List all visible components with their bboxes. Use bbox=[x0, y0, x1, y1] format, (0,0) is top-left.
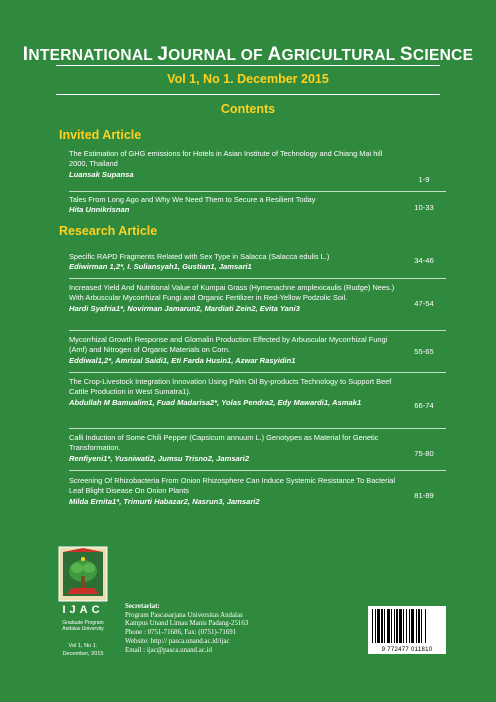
barcode-bar bbox=[425, 609, 426, 643]
barcode-bar bbox=[375, 609, 376, 643]
divider bbox=[69, 372, 446, 373]
divider bbox=[69, 278, 446, 279]
title-rule bbox=[56, 65, 440, 66]
barcode-bar bbox=[403, 609, 404, 643]
barcode-bar bbox=[384, 609, 385, 643]
toc-entry[interactable]: Increased Yield And Nutritional Value of Kumpai Grass (Hymenachne amplexicaulis (Rudge) Nees.) With Arbuscular Mycorrhizal Fungi and Organic Fertilizer in Red-Yellow Podzolic Soil. Hardi Syafria1*, Novirman Jamarun2, Mardiati Zein2, Evita Yani3 bbox=[69, 283, 395, 313]
barcode-bar bbox=[399, 609, 402, 643]
issue-rule bbox=[56, 94, 440, 95]
divider bbox=[69, 191, 446, 192]
toc-entry[interactable]: Mycorrhizal Growth Response and Glomalin Production Effected by Arbuscular Mycorrhizal Fungi (Amf) and Nitrogen of Organic Materials on Corn. Eddiwal1,2*, Amrizal Saidi1, Eti Farda Husin1, Azwar Rasyidin1 bbox=[69, 335, 388, 365]
secretariat-block: Secretariat: Program Pascasarjana Universitas Andalas Kampus Unand Limau Manis Padang-25163 Phone : 0751-71686, Fax: (0751)-71691 Website: http:// pasca.unand.ac.id/ijac Email : ijac@pasca.unand.ac.id bbox=[125, 603, 355, 655]
email-link[interactable]: Email : ijac@pasca.unand.ac.id bbox=[125, 646, 212, 654]
logo-volume: Vol 1, No 1. December, 2015 bbox=[62, 643, 104, 657]
barcode-bar bbox=[372, 609, 373, 643]
barcode-bar bbox=[418, 609, 420, 643]
toc-pages: 47-54 bbox=[414, 299, 434, 308]
andalas-university-logo-icon bbox=[58, 546, 108, 602]
toc-pages: 75-80 bbox=[414, 449, 434, 458]
divider bbox=[69, 428, 446, 429]
barcode-number: 9 772477 011810 bbox=[381, 647, 433, 653]
toc-entry[interactable]: Screening Of Rhizobacteria From Onion Rhizosphere Can Induce Systemic Resistance To Bacterial Leaf Blight Disease On Onion Plants Milda Ernita1*, Trimurti Habazar2, Nasrun3, Jamsari2 bbox=[69, 476, 396, 506]
barcode-bar bbox=[391, 609, 392, 643]
barcode-bar bbox=[387, 609, 390, 643]
research-article-heading: Research Article bbox=[59, 224, 158, 238]
toc-entry[interactable]: The Crop-Livestock Integration Innovation Using Palm Oil By-products Technology to Support Beef Cattle Production in West Sumatra1). Abdullah M Bamualim1, Fuad Madarisa2*, Yolas Pendra2, Edy Mawardi1, Asmak1 bbox=[69, 377, 392, 407]
ijac-label: IJAC bbox=[62, 604, 104, 616]
issue-line: Vol 1, No 1. December 2015 bbox=[167, 72, 329, 86]
barcode-bar bbox=[377, 609, 380, 643]
barcode-icon bbox=[368, 606, 446, 646]
contents-heading: Contents bbox=[220, 102, 276, 116]
secretariat-label: Secretariat: bbox=[125, 603, 160, 610]
barcode-bar bbox=[394, 609, 395, 643]
barcode-bar bbox=[381, 609, 383, 643]
journal-title: INTERNATIONAL JOURNAL OF AGRICULTURAL SCIENCE bbox=[22, 44, 474, 65]
toc-pages: 55-65 bbox=[414, 347, 434, 356]
toc-pages: 10-33 bbox=[414, 203, 434, 212]
toc-pages: 34-46 bbox=[414, 256, 434, 265]
barcode-bar bbox=[411, 609, 414, 643]
barcode-bar bbox=[409, 609, 410, 643]
website-link[interactable]: Website: http:// pasca.unand.ac.id/ijac bbox=[125, 637, 230, 645]
toc-pages: 1-9 bbox=[418, 175, 430, 184]
toc-entry[interactable]: Specific RAPD Fragments Related with Sex Type in Salacca (Salacca edulis L.) Ediwirman 1,2*, I. Suliansyah1, Gustian1, Jamsari1 bbox=[69, 252, 330, 272]
toc-pages: 66-74 bbox=[414, 401, 434, 410]
barcode-bar bbox=[396, 609, 398, 643]
invited-article-heading: Invited Article bbox=[59, 128, 142, 142]
issn-barcode bbox=[368, 606, 446, 654]
toc-entry[interactable]: The Estimation of GHG emissions for Hotels in Asian Institute of Technology and Chiang Mai hill 2000, Thailand Luansak Supansa bbox=[69, 149, 383, 179]
toc-entry[interactable]: Calli Induction of Some Chili Pepper (Capsicum annuum L.) Genotypes as Material for Genetic Transformation. Renfiyeni1*, Yusniwati2, Jumsu Trisno2, Jamsari2 bbox=[69, 433, 379, 463]
barcode-bar bbox=[421, 609, 422, 643]
toc-pages: 81-89 bbox=[414, 491, 434, 500]
divider bbox=[69, 470, 446, 471]
barcode-bar bbox=[406, 609, 407, 643]
toc-entry[interactable]: Tales From Long Ago and Why We Need Them to Secure a Resilient Today Hita Unnikrisnan bbox=[69, 195, 316, 215]
logo-subtitle: Graduate Program Andalas University bbox=[62, 620, 104, 633]
divider bbox=[69, 330, 446, 331]
barcode-bar bbox=[416, 609, 417, 643]
